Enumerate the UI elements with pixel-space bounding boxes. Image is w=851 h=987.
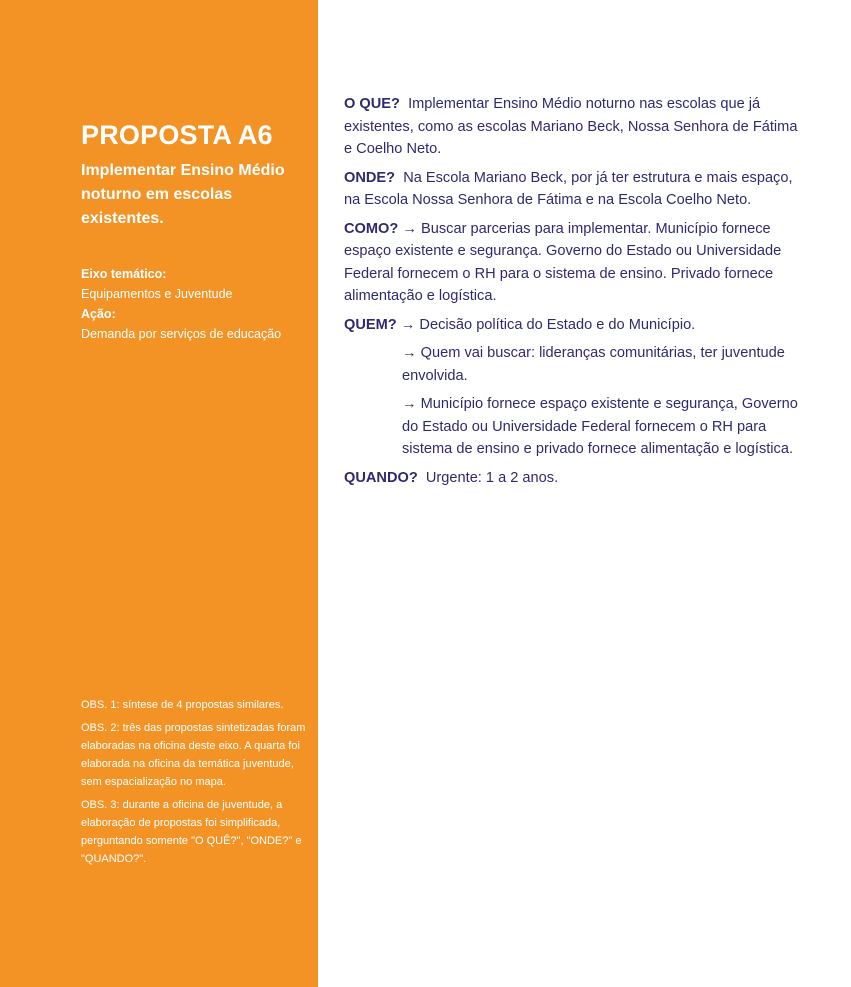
who-section bbox=[344, 314, 804, 337]
theme-label: Eixo temático: bbox=[81, 267, 167, 281]
theme-value: Equipamentos e Juventude bbox=[81, 287, 233, 301]
who-item: → Município fornece espaço existente e segurança, Governo do Estado ou Universidade Federal fornecem o RH para sistema de ensino e privado fornece alimentação e logística. bbox=[402, 396, 798, 457]
note-item: OBS. 1: síntese de 4 propostas similares. bbox=[81, 699, 284, 711]
action-value: Demanda por serviços de educação bbox=[81, 327, 282, 341]
action-label: Ação: bbox=[81, 307, 116, 321]
what-text: Implementar Ensino Médio noturno nas escolas que já existentes, como as escolas Mariano Beck, Nossa Senhora de Fátima e Coelho Neto. bbox=[344, 96, 798, 157]
who-item: → Quem vai buscar: lideranças comunitárias, ter juventude envolvida. bbox=[402, 345, 785, 384]
notes-list bbox=[81, 696, 309, 873]
who-label: QUEM? bbox=[344, 316, 397, 333]
note-item: OBS. 2: três das propostas sintetizadas foram elaboradas na oficina deste eixo. A quarta foi elaborada na oficina da temática juventude, sem espacialização no mapa. bbox=[81, 722, 306, 788]
how-label: COMO? bbox=[344, 220, 399, 237]
who-text: → Decisão política do Estado e do Município. bbox=[400, 316, 696, 333]
when-text: Urgente: 1 a 2 anos. bbox=[425, 469, 559, 486]
when-section bbox=[344, 467, 804, 490]
where-section bbox=[344, 167, 804, 212]
how-text: → Buscar parcerias para implementar. Município fornece espaço existente e segurança. Governo do Estado ou Universidade Federal fornecem o RH para o sistema de ensino. Privado fornece alimentação e logística. bbox=[344, 220, 782, 304]
proposal-subtitle: Implementar Ensino Médio noturno em escolas existentes. bbox=[81, 162, 285, 227]
where-text: Na Escola Mariano Beck, por já ter estrutura e mais espaço, na Escola Nossa Senhora de Fátima e na Escola Coelho Neto. bbox=[344, 169, 793, 208]
note-item: OBS. 3: durante a oficina de juventude, a elaboração de propostas foi simplificada, perguntando somente "O QUÊ?", "ONDE?" e "QUANDO?". bbox=[81, 799, 302, 865]
when-label: QUANDO? bbox=[344, 469, 418, 486]
sidebar-panel bbox=[0, 0, 318, 987]
proposal-title: PROPOSTA A6 bbox=[81, 120, 273, 150]
proposal-content bbox=[344, 93, 804, 495]
how-section bbox=[344, 218, 804, 308]
where-label: ONDE? bbox=[344, 169, 396, 186]
proposal-meta bbox=[81, 264, 311, 344]
what-section bbox=[344, 93, 804, 161]
what-label: O QUE? bbox=[344, 96, 400, 112]
